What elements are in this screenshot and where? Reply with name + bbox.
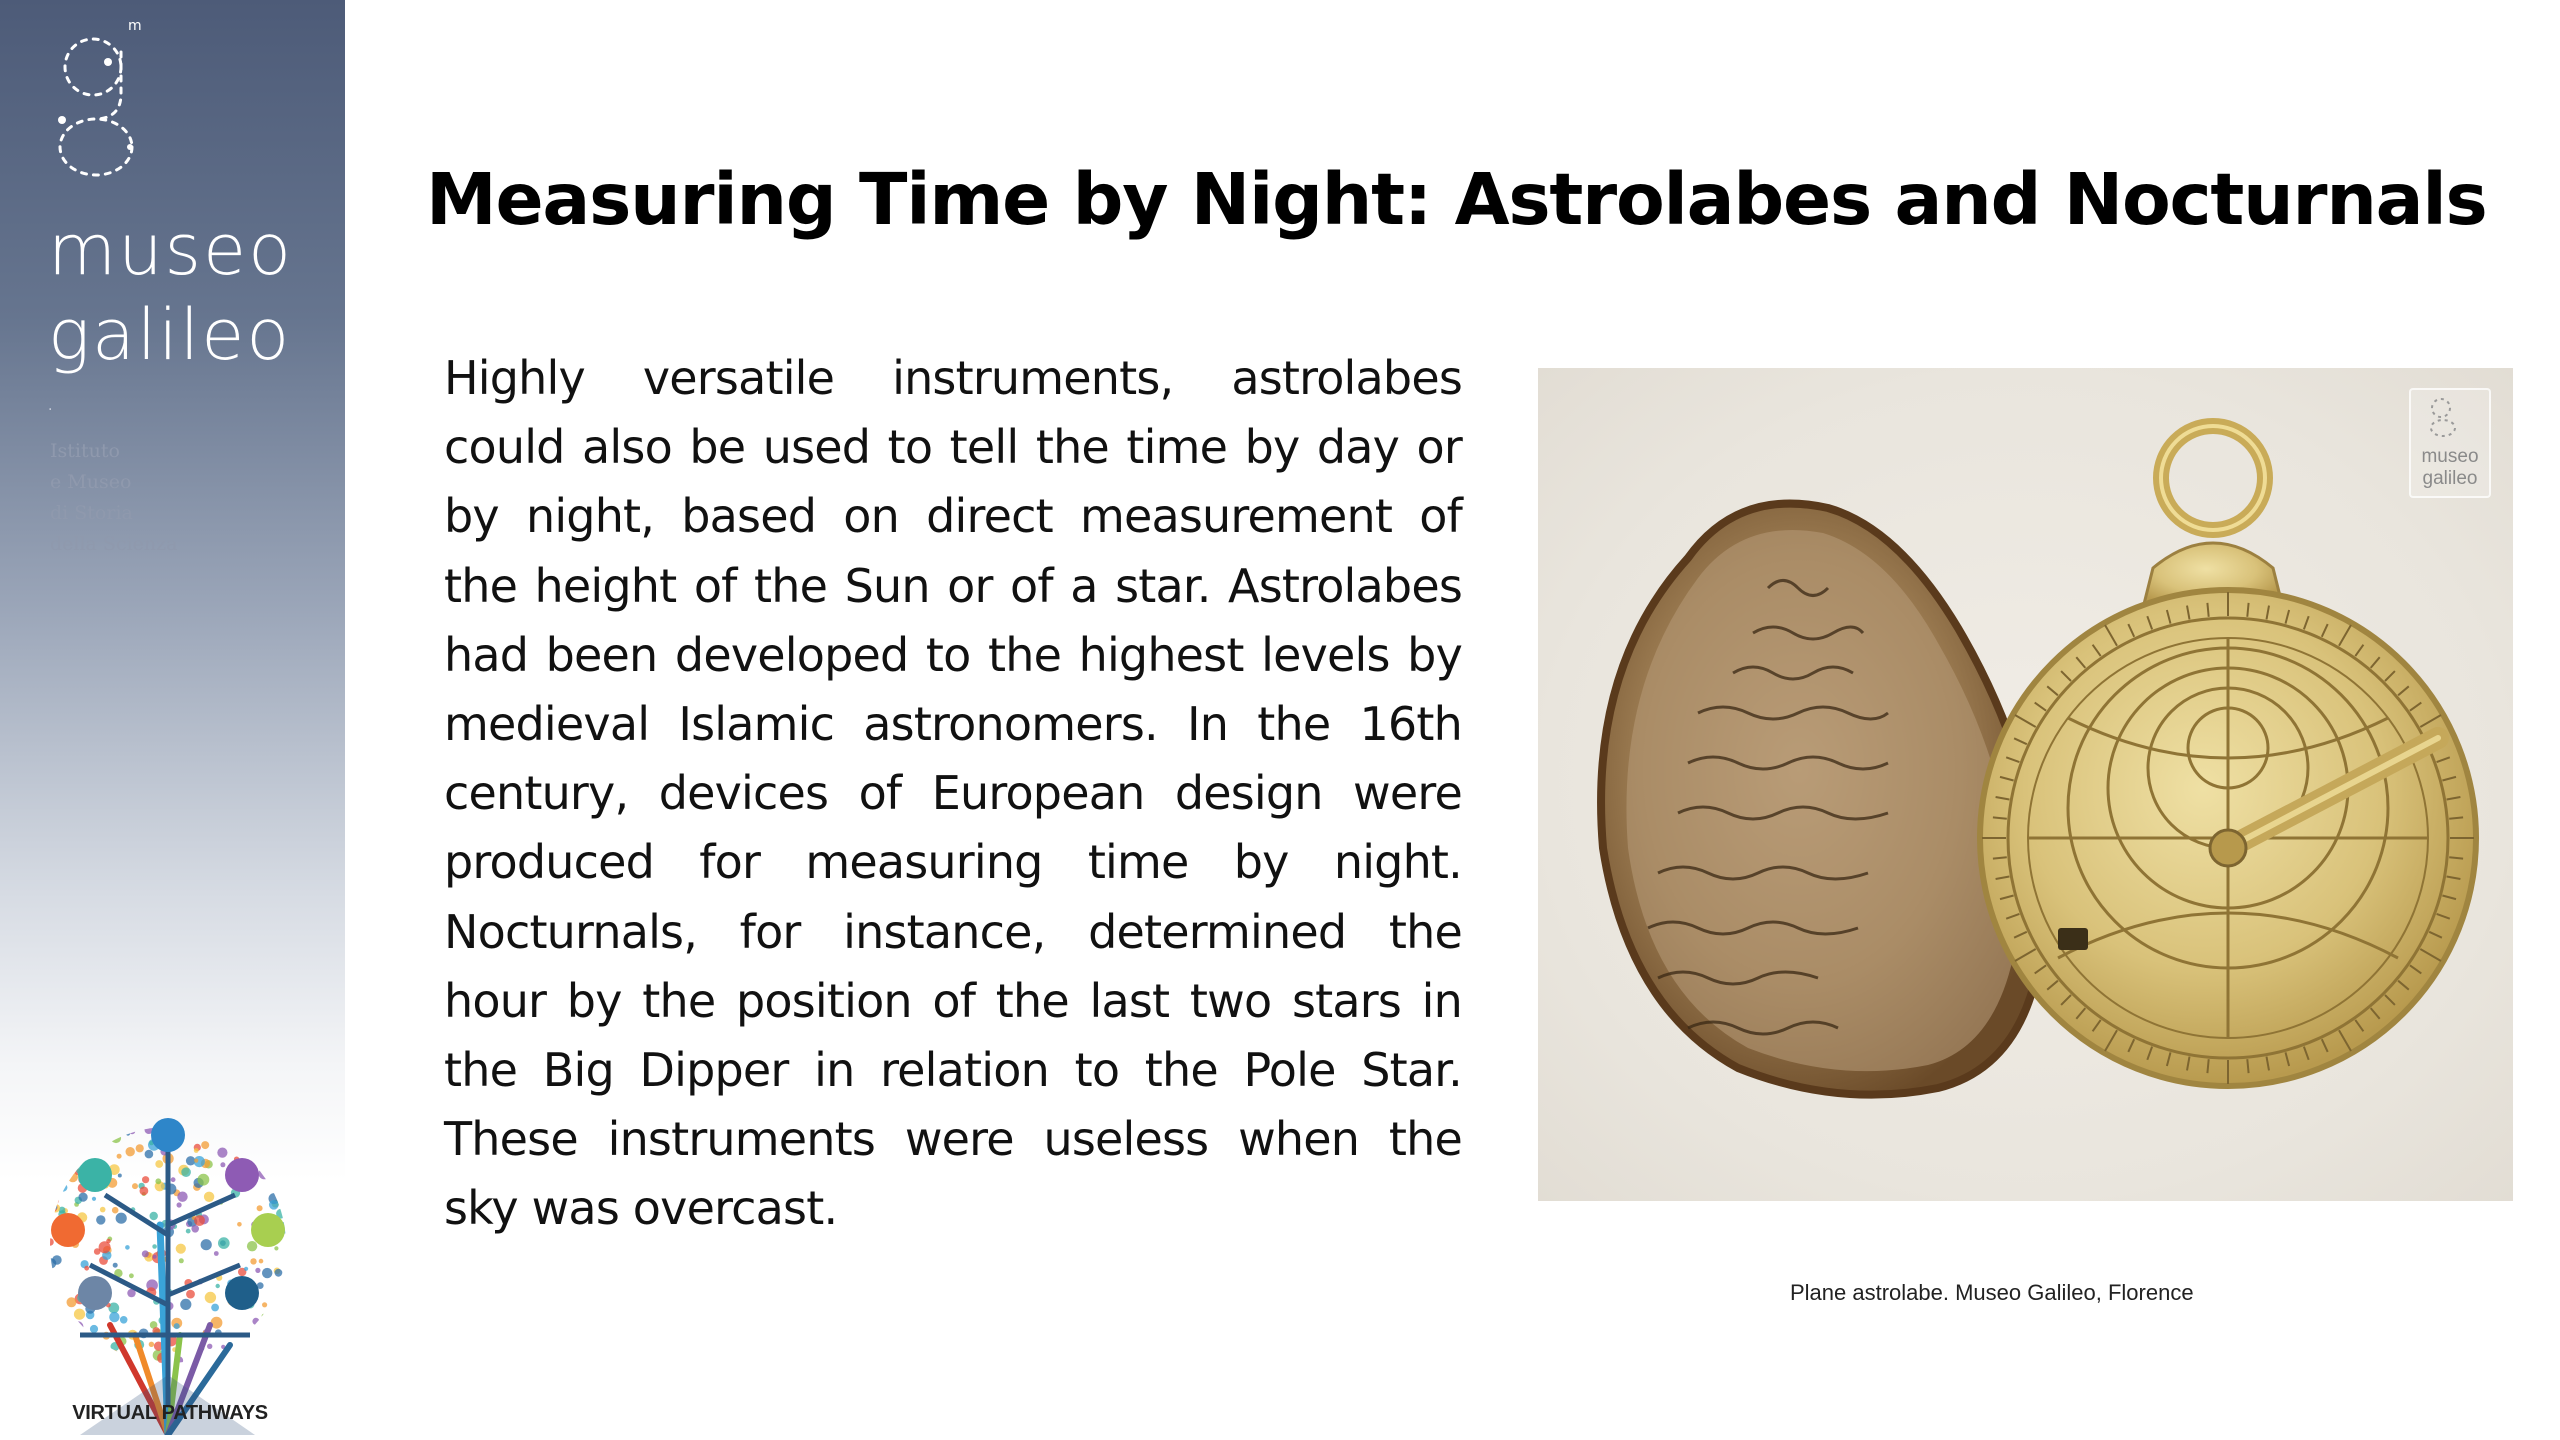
tree-dot xyxy=(276,1335,282,1341)
tree-dot xyxy=(65,1150,70,1155)
virtual-pathways-tree-icon xyxy=(40,1105,295,1435)
astrolabe-tick xyxy=(1993,857,2007,858)
tree-dot xyxy=(262,1268,272,1278)
watermark-text xyxy=(2411,446,2489,490)
tree-dot xyxy=(271,1124,278,1131)
tree-dot xyxy=(262,1302,267,1307)
tree-dot xyxy=(275,1269,283,1277)
tree-dot xyxy=(198,1174,210,1186)
tree-dot xyxy=(126,1147,135,1156)
tree-dot xyxy=(216,1284,220,1288)
logo-word-galileo: galileo xyxy=(48,294,292,376)
tree-dot xyxy=(237,1222,242,1227)
tree-dot xyxy=(129,1128,135,1134)
tree-dot xyxy=(150,1212,158,1220)
tree-dot xyxy=(104,1348,110,1354)
tree-dot xyxy=(179,1258,184,1263)
tree-dot xyxy=(77,1125,87,1135)
tree-dot xyxy=(255,1133,264,1142)
tree-dot xyxy=(252,1318,259,1325)
tree-dot xyxy=(176,1244,186,1254)
tree-dot xyxy=(201,1239,212,1250)
logo-dot: · xyxy=(48,402,53,418)
tree-dot xyxy=(220,1162,225,1167)
slide-body-text: Highly versatile instruments, astrolabes could also be used to tell the time by day or by night, based on direct measurement of the height of the Sun or of a star. Astrolabes had been developed to the highest levels by medieval Islamic astronomers. In the 16th century, devices of European design were produced for measuring time by night. Nocturnals, for instance, determined the hour by the position of the last two stars in the Big Dipper in relation to the Pole Star. These instruments were useless when the sky was overcast. xyxy=(444,351,1462,1236)
tree-dot xyxy=(109,1312,119,1322)
tree-dot xyxy=(203,1124,211,1132)
tree-dot xyxy=(149,1342,154,1347)
tree-dot xyxy=(218,1237,230,1249)
tree-dot xyxy=(205,1292,216,1303)
tree-dot xyxy=(204,1192,214,1202)
tree-dot xyxy=(88,1134,93,1139)
tree-dot xyxy=(272,1310,283,1321)
tree-dot xyxy=(59,1184,67,1192)
tree-dot xyxy=(214,1128,219,1133)
tree-dot xyxy=(48,1203,58,1213)
tree-dot xyxy=(86,1133,98,1145)
slide-title: Measuring Time by Night: Astrolabes and Nocturnals xyxy=(426,158,2487,241)
tree-dot xyxy=(120,1316,128,1324)
tree-dot xyxy=(194,1148,199,1153)
watermark-logo-icon xyxy=(2411,390,2493,440)
tree-dot xyxy=(51,1159,61,1169)
tree-dot xyxy=(125,1245,130,1250)
tree-dot xyxy=(113,1263,118,1268)
tree-dot xyxy=(153,1255,157,1259)
tree-dot xyxy=(217,1148,227,1158)
tree-dot xyxy=(245,1349,252,1356)
tree-dot xyxy=(272,1303,277,1308)
tree-dot xyxy=(111,1351,115,1355)
tree-dot xyxy=(155,1160,163,1168)
institute-name xyxy=(50,436,250,560)
tree-dot xyxy=(177,1202,182,1207)
tree-dot xyxy=(186,1229,191,1234)
tree-dot xyxy=(247,1241,257,1251)
astrolabe-illustration xyxy=(1538,368,2513,1201)
institute-line: Istituto xyxy=(50,440,120,462)
tree-dot xyxy=(174,1323,180,1329)
tree-dot xyxy=(259,1168,270,1179)
astrolabe-tick xyxy=(2247,1059,2248,1073)
logo-word-museo: museo xyxy=(48,209,293,291)
tree-dot xyxy=(279,1126,284,1131)
tree-dot xyxy=(191,1225,199,1233)
tree-dot xyxy=(277,1192,282,1197)
tree-dot xyxy=(177,1192,187,1202)
tree-dot xyxy=(50,1196,59,1205)
astrolabe-tick xyxy=(2207,603,2208,617)
tree-dot xyxy=(100,1207,106,1213)
tree-dot xyxy=(92,1197,96,1201)
tree-dot xyxy=(136,1144,144,1152)
astrolabe-tick xyxy=(2247,603,2248,617)
tree-dot xyxy=(257,1205,263,1211)
watermark-line: museo xyxy=(2421,446,2479,467)
tree-dot xyxy=(54,1307,66,1319)
tree-dot xyxy=(64,1177,69,1182)
image-caption: Plane astrolabe. Museo Galileo, Florence xyxy=(1790,1280,2194,1305)
tree-dot xyxy=(207,1344,212,1349)
logo-mark-superscript: m xyxy=(128,18,142,34)
tree-dot xyxy=(142,1250,149,1257)
tree-dot xyxy=(67,1158,72,1163)
tree-dot xyxy=(202,1127,206,1131)
tree-dot xyxy=(241,1354,251,1364)
institute-line: e Museo xyxy=(50,471,132,493)
tree-dot xyxy=(155,1178,161,1184)
watermark-line: galileo xyxy=(2422,468,2478,489)
astrolabe-tick xyxy=(2449,817,2463,818)
tree-dot xyxy=(180,1299,191,1310)
tree-dot xyxy=(256,1347,263,1354)
tree-dot xyxy=(84,1266,89,1271)
tree-dot xyxy=(51,1182,56,1187)
tree-dot xyxy=(233,1129,241,1137)
tree-dot xyxy=(274,1246,278,1250)
tree-dot xyxy=(255,1268,260,1273)
tree-dot xyxy=(256,1155,261,1160)
tree-dot xyxy=(269,1200,279,1210)
tree-dot xyxy=(278,1166,283,1171)
tree-dot xyxy=(274,1141,285,1152)
astrolabe-photo xyxy=(1538,368,2513,1201)
virtual-pathways-label: VIRTUAL PATHWAYS xyxy=(72,1402,268,1424)
tree-dot xyxy=(278,1356,284,1362)
tree-dot xyxy=(79,1193,88,1202)
museo-galileo-watermark xyxy=(2409,388,2491,498)
tree-dot xyxy=(46,1258,56,1268)
tree-dot xyxy=(273,1148,281,1156)
tree-dot xyxy=(248,1132,252,1136)
tree-dot xyxy=(214,1251,219,1256)
astrolabe-tick xyxy=(2449,857,2463,858)
tree-dot xyxy=(118,1174,122,1178)
astrolabe-tick xyxy=(1993,817,2007,818)
tree-dot xyxy=(171,1177,176,1182)
tree-dot xyxy=(64,1163,69,1168)
tree-dot xyxy=(111,1133,121,1143)
tree-dot xyxy=(84,1122,95,1133)
tree-dot xyxy=(264,1325,274,1335)
tree-dot xyxy=(211,1304,219,1312)
institute-line: della Scienza xyxy=(50,533,178,555)
tree-dot xyxy=(67,1297,77,1307)
tree-dot xyxy=(117,1361,121,1365)
institute-line: di Storia xyxy=(50,502,133,524)
tree-dot xyxy=(186,1290,195,1299)
tree-dot xyxy=(194,1215,205,1226)
tree-dot xyxy=(194,1159,198,1163)
tree-dot xyxy=(117,1154,122,1159)
tree-dot xyxy=(201,1141,209,1149)
tree-dot xyxy=(116,1213,127,1224)
tree-dot xyxy=(205,1125,211,1131)
tree-dot xyxy=(90,1325,98,1333)
tree-dot xyxy=(93,1344,102,1353)
tree-dot xyxy=(259,1259,264,1264)
tree-dot xyxy=(73,1321,83,1331)
tree-dot xyxy=(181,1167,191,1177)
tree-dot xyxy=(96,1215,105,1224)
tree-dot xyxy=(74,1309,85,1320)
tree-dot xyxy=(112,1207,119,1214)
tree-dot xyxy=(52,1205,57,1210)
tree-dot xyxy=(140,1187,149,1196)
tree-dot xyxy=(46,1353,55,1362)
astrolabe-tick xyxy=(2207,1059,2208,1073)
tree-dot xyxy=(145,1150,154,1159)
tree-dot xyxy=(129,1273,134,1278)
tree-dot xyxy=(142,1176,149,1183)
tree-dot xyxy=(99,1241,111,1253)
tree-dot xyxy=(52,1204,61,1213)
museo-galileo-logo-icon xyxy=(48,22,148,187)
tree-dot xyxy=(132,1183,138,1189)
tree-dot xyxy=(66,1333,71,1338)
tree-dot xyxy=(250,1258,256,1264)
tree-dot xyxy=(152,1244,157,1249)
tree-dot xyxy=(86,1356,94,1364)
tree-dot xyxy=(46,1238,54,1246)
tree-dot xyxy=(262,1314,267,1319)
tree-dot xyxy=(110,1350,118,1358)
tree-dot xyxy=(126,1131,130,1135)
tree-dot xyxy=(244,1267,248,1271)
tree-dot xyxy=(92,1352,98,1358)
tree-dot xyxy=(100,1347,107,1354)
